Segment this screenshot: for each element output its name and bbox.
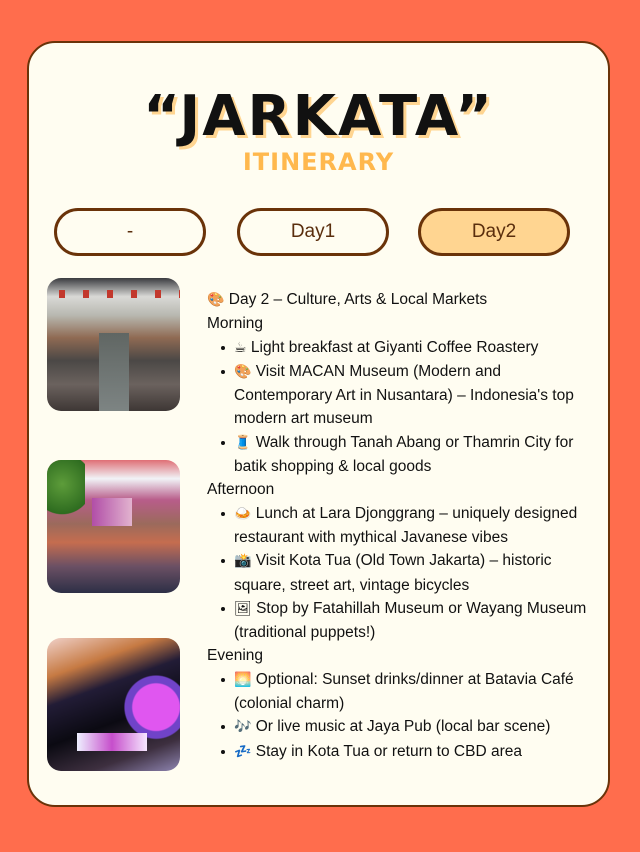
list-item bbox=[234, 336, 597, 360]
item-text: Stop by Fatahillah Museum or Wayang Museum (traditional puppets!) bbox=[234, 599, 587, 642]
camera-flash-icon: 📸 bbox=[234, 553, 252, 570]
day-tabs bbox=[54, 208, 574, 260]
afternoon-list bbox=[207, 502, 597, 645]
header bbox=[29, 84, 608, 177]
tab-day1[interactable]: Day1 bbox=[237, 208, 389, 256]
day-heading-text: Day 2 – Culture, Arts & Local Markets bbox=[228, 291, 488, 308]
list-item bbox=[234, 431, 597, 479]
item-text: Stay in Kota Tua or return to CBD area bbox=[255, 742, 522, 760]
item-text: Or live music at Jaya Pub (local bar scene) bbox=[255, 718, 551, 736]
item-text: Visit MACAN Museum (Modern and Contemporary Art in Nusantara) – Indonesia's top modern art museum bbox=[234, 362, 574, 428]
itinerary-card bbox=[27, 41, 610, 807]
page-subtitle: ITINERARY bbox=[242, 148, 395, 176]
funfair-photo bbox=[47, 638, 180, 771]
sunset-icon: 🌅 bbox=[234, 671, 252, 688]
list-item bbox=[234, 360, 597, 431]
tab-blank[interactable]: - bbox=[54, 208, 206, 256]
item-text: Light breakfast at Giyanti Coffee Roastery bbox=[250, 338, 539, 356]
section-evening: Evening bbox=[207, 647, 264, 665]
market-hall-photo bbox=[47, 278, 180, 411]
list-item bbox=[234, 740, 597, 764]
day-heading bbox=[207, 288, 597, 312]
item-text: Walk through Tanah Abang or Thamrin City for batik shopping & local goods bbox=[234, 433, 574, 476]
section-afternoon: Afternoon bbox=[207, 481, 275, 499]
framed-picture-icon: 🖼 bbox=[234, 600, 252, 617]
palette-icon: 🎨 bbox=[207, 292, 225, 308]
thread-spool-icon: 🧵 bbox=[234, 434, 252, 451]
list-item bbox=[234, 549, 597, 597]
item-text: Optional: Sunset drinks/dinner at Batavia Café (colonial charm) bbox=[234, 670, 574, 713]
item-text: Lunch at Lara Djonggrang – uniquely designed restaurant with mythical Javanese vibes bbox=[234, 504, 578, 546]
curry-rice-icon: 🍛 bbox=[234, 505, 252, 522]
list-item bbox=[234, 668, 597, 716]
music-notes-icon: 🎶 bbox=[234, 719, 252, 736]
coffee-icon: ☕ bbox=[234, 339, 247, 356]
list-item bbox=[234, 502, 597, 550]
evening-list bbox=[207, 668, 597, 764]
page-title: “JARKATA” bbox=[143, 84, 494, 149]
sleep-zzz-icon: 💤 bbox=[234, 743, 252, 760]
item-text: Visit Kota Tua (Old Town Jakarta) – historic square, street art, vintage bicycles bbox=[234, 552, 552, 594]
itinerary-content bbox=[207, 288, 597, 764]
morning-list bbox=[207, 336, 597, 479]
list-item bbox=[234, 715, 597, 739]
list-item bbox=[234, 597, 597, 645]
batik-stall-photo bbox=[47, 460, 180, 593]
tab-day2[interactable]: Day2 bbox=[418, 208, 570, 256]
palette-icon: 🎨 bbox=[234, 363, 252, 380]
section-morning: Morning bbox=[207, 315, 263, 333]
